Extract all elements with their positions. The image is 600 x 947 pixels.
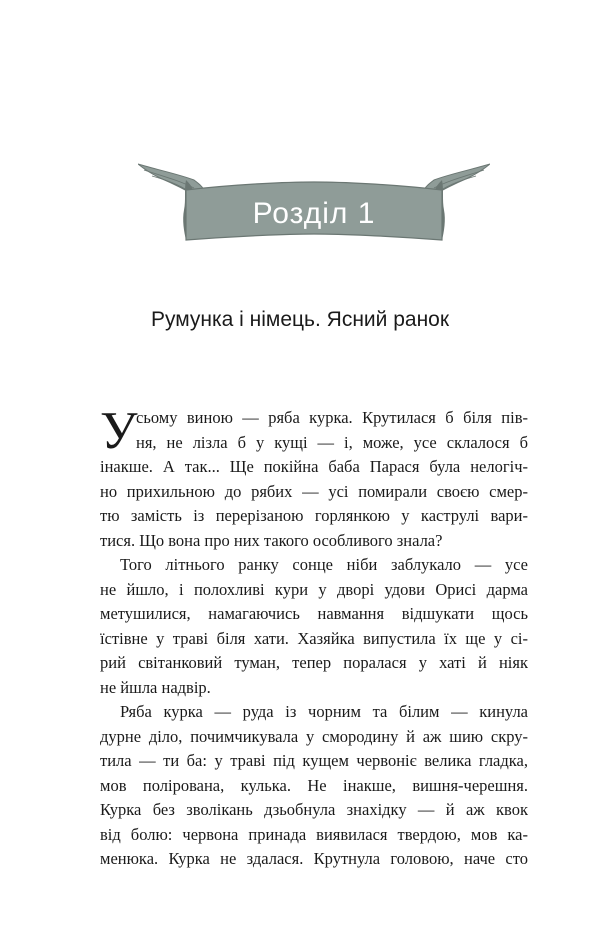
text-line: не йшло, і полохливі кури у дворі удови Орисі дарма	[100, 579, 528, 599]
text-line: менюка. Курка не здалася. Крутнула головою, наче сто	[100, 849, 528, 868]
paragraph	[100, 402, 528, 553]
body-text	[100, 402, 528, 872]
text-line: мов полірована, кулька. Не інакше, вишня-черешня.	[100, 775, 528, 795]
text-line: ня, не лізла б у кущі — і, може, усе склалося б	[136, 432, 528, 452]
text-line: дурне діло, почимчикувала у смородину й аж шию скру-	[100, 726, 528, 746]
text-line: інакше. А так... Ще покійна баба Парася була нелогіч-	[100, 457, 528, 476]
paragraph	[100, 700, 528, 872]
text-line: їстівне у траві біля хати. Хазяйка випустила їх ще у сі-	[100, 628, 528, 648]
text-line: сьому виною — ряба курка. Крутилася б біля пів-	[136, 408, 528, 427]
text-line: тила — ти ба: у траві під кущем червоніє велика гладка,	[100, 751, 528, 770]
paragraph	[100, 553, 528, 700]
chapter-banner	[138, 150, 490, 250]
text-line: від болю: червона принада виявилася твердою, мов ка-	[100, 824, 528, 844]
text-line: Курка без зволікань дзьобнула знахідку — й аж квок	[100, 800, 528, 819]
chapter-title: Розділ 1	[252, 197, 376, 230]
chapter-subtitle: Румунка і німець. Ясний ранок	[150, 308, 450, 331]
text-line: рий світанковий туман, тепер поралася у хаті й ніяк	[100, 653, 528, 672]
text-line: Того літнього ранку сонце ніби заблукало — усе	[120, 555, 528, 574]
drop-cap: У	[100, 402, 138, 460]
text-line: но прихильною до рябих — усі помирали своєю смер-	[100, 481, 528, 501]
text-line: не йшла надвір.	[100, 677, 211, 697]
text-line: тися. Що вона про них такого особливого знала?	[100, 530, 443, 550]
text-line: метушилися, намагаючись навмання відшукати щось	[100, 604, 528, 623]
text-line: Ряба курка — руда із чорним та білим — кинула	[120, 702, 528, 721]
text-line: тю замість із перерізаною горлянкою у каструлі вари-	[100, 506, 528, 525]
